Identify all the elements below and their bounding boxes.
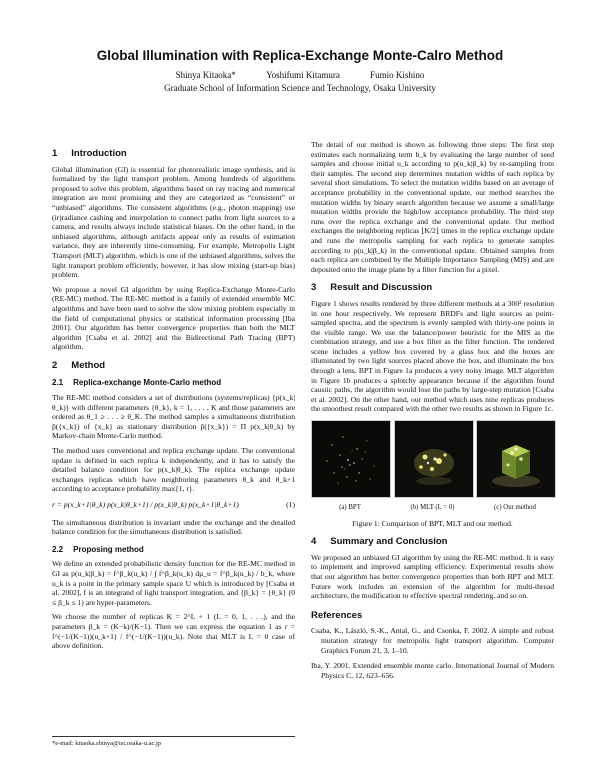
references-heading: References xyxy=(311,609,363,621)
equation-number: (1) xyxy=(286,500,295,509)
figure-1 xyxy=(311,420,554,513)
paragraph: The simultaneous distribution is invariant under the exchange and the detailed balance condition for the simultaneous distribution is satisfied. xyxy=(52,517,295,537)
footnote: *e-mail: kitaoka.shinya@ist.osaka-u.ac.jp xyxy=(52,736,295,747)
figure-panel-label: (b) MLT (L = 0) xyxy=(410,504,455,512)
figure-caption: Figure 1: Comparison of BPT, MLT and our method. xyxy=(352,518,513,528)
paragraph: The detail of our method is shown as following three steps: The first step estimates each normalizing term b_k by evaluating the large number of seed samples and choose initial u_k according to p(u_k|β_k) by re-sampling from their samples. The second step determines mutation widths of each replica by several short simulations. To select the mutation widths based on an average of acceptance probability in the conventional update, our method searches the mutation widths by binary search algorithm because we assume a small/large mutation widths provide the high/low acceptance probability. The third step runs over the replica exchange and the conventional update. Our method exchanges the neighboring replicas ⌊K/2⌋ times in the replica exchange update and runs the metropolis sampling for each replica to generate samples according to p(u_k|β_k) in the conventional update. Obtained samples from each replica are combined by the Multiple Importance Sampling (MIS) and are deposited onto the image plane by a filter function for a pixel. xyxy=(311,140,554,274)
equation-1 xyxy=(52,500,295,510)
render-image xyxy=(394,420,474,498)
section-heading: 3 Result and Discussion xyxy=(311,282,433,294)
left-column xyxy=(52,140,295,656)
right-column xyxy=(311,140,554,686)
paragraph: We define an extended probabilistic density function for the RE-MC method in GI as p(u_k|β_k) = f^β_k(u_k) / ∫ f^β_k(u_k) dμ_u = f^β_k(u_k) / b_k, where u_k is a point in the primary sample space U which is introduced by [Csaba et al. 2002], f is an integrand of light transport integration, and {β_k} = {θ_k} (0 ≤ β_k ≤ 1) are hyper-parameters. xyxy=(52,559,295,607)
figure-panel-label: (c) Our method xyxy=(494,504,536,512)
figure-panel-label: (a) BPT xyxy=(339,504,361,512)
figure-panel-mlt xyxy=(394,420,472,513)
render-image xyxy=(311,420,391,498)
paper-title: Global Illumination with Replica-Exchange Monte-Calro Method xyxy=(96,48,504,63)
subsection-heading: 2.2 Proposing method xyxy=(52,544,144,554)
author-name: Yoshifumi Kitamura xyxy=(266,70,340,80)
section-heading: 1 Introduction xyxy=(52,148,127,159)
render-image xyxy=(476,420,556,498)
equation-text: r = p(x_k+1|θ_k) p(x_k|θ_k+1) / p(x_k|θ_k) p(x_k+1|θ_k+1) xyxy=(52,500,239,509)
paragraph: We choose the number of replicas K = 2^L + 1 (L = 0, 1, . . .), and the parameters β_k = (K−k)/(K−1). Then we can express the equation 1 as r = f^(−1/(K−1))(u_k+1) / f^(−1/(K−1))(u_k). Note that MLT is L = 0 case of above definition. xyxy=(52,612,295,651)
figure-panel-bpt xyxy=(311,420,389,513)
paragraph: We proposed an unbiased GI algorithm by using the RE-MC method. It is easy to implement and improved sampling efficiency. Experimental results show that our algorithm has better convergence properties than both BPT and MLT. Future work includes an extension of the algorithm for multi-thread architecture, the modification to effective spectral rendering, and so on. xyxy=(311,552,554,601)
reference-item: Iba, Y. 2001. Extended ensemble monte carlo. International Journal of Modern Physics C, 12, 623–656. xyxy=(311,661,554,680)
author-list xyxy=(0,70,600,80)
paragraph: We propose a novel GI algorithm by using Replica-Exchange Monte-Carlo (RE-MC) method. The RE-MC method is a family of extended ensemble MC algorithms and have been used to solve the slow mixing problem especially in the field of computational physics or statistical information processing [Iba 2001]. Our algorithm has better convergence properties than both the MLT algorithm [Csaba et al. 2002] and the Bidirectional Path Tracing (BPT) algorithm. xyxy=(52,284,295,352)
paragraph: The RE-MC method considers a set of distributions (systems/replicas) {p(x_k|θ_k)} with different parameters {θ_k}, k = 1, . . . , K and those parameters are ordered as θ_1 ≥ . . . ≥ θ_K. The method samples a simultaneous distribution p̂({x_k}) of {x_k} as stationary distribution p̂({x_k}) = Π p(x_k|θ_k) by Markov-chain Monte-Carlo method. xyxy=(52,393,295,441)
section-heading: 2 Method xyxy=(52,359,106,371)
paragraph: The method uses conventional and replica exchange update. The conventional update is defined in each replica k independently, and it has to satisfy the detailed balance condition for p(x_k|θ_k). The replica exchange update exchanges replicas which have neighboring parameters θ_k and θ_k+1 according to acceptance probability max{1, r}. xyxy=(52,446,295,494)
affiliation: Graduate School of Information Science and Technology, Osaka University xyxy=(164,83,436,93)
section-heading: 4 Summary and Conclusion xyxy=(311,536,448,548)
paragraph: Global illumination (GI) is essential for photorealistic image synthesis, and is formalized by the light transport problem. Among hundreds of algorithms proposed to solve this problem, algorithms based on ray tracing and numerical integration are most promising and they are categorized as “consistent” or “unbiased” algorithms. The consistent algorithms (e.g., photon mapping) use (ir)radiance cashing and interpolation to connect paths from light sources to a camera, and results always include statistical biases. On the other hand, in the unbiased algorithms, although artifacts appear only as results of estimation variance, they are inherently time-consuming. For example, Metropolis Light Transport (MLT) algorithm, which is one of the unbiased algorithms, solves the light transport problem efficiently, however, it has slow mixing (start-up bias) problem. xyxy=(52,164,295,280)
subsection-heading: 2.1 Replica-exchange Monte-Carlo method xyxy=(52,378,222,388)
figure-panel-ours xyxy=(476,420,554,513)
author-name: Shinya Kitaoka* xyxy=(175,70,236,80)
author-name: Fumio Kishino xyxy=(370,70,425,80)
paragraph: Figure 1 shows results rendered by three different methods at a 300² resolution in one hour respectively. We represent BRDFs and light sources as point-sampled spectra, and the spectrum is evenly sampled with thirty-one points in the visible range. We use the balance/power heuristic for the MIS as the combination strategy, and use a box filter as the filter function. The rendered scene includes a yellow box covered by a glass box and the boxes are illuminated by two light sources placed above the box, and illuminate the box through a lens. BPT in Figure 1a produces a very noisy image. MLT algorithm in Figure 1b produces a splotchy appearance because if the algorithm found caustic paths, the algorithm would lose the paths by large-step mutation [Csaba et al. 2002]. On the other hand, our method which uses nine replicas produces the smoothest result compared with the other two results as shown in Figure 1c. xyxy=(311,298,554,414)
reference-item: Csaba, K., László, S.-K., Antal, G., and Csonka, F. 2002. A simple and robust mutation strategy for metropolis light transport algorithm. Computer Graphics Forum 21, 3, 1–10. xyxy=(311,626,554,655)
